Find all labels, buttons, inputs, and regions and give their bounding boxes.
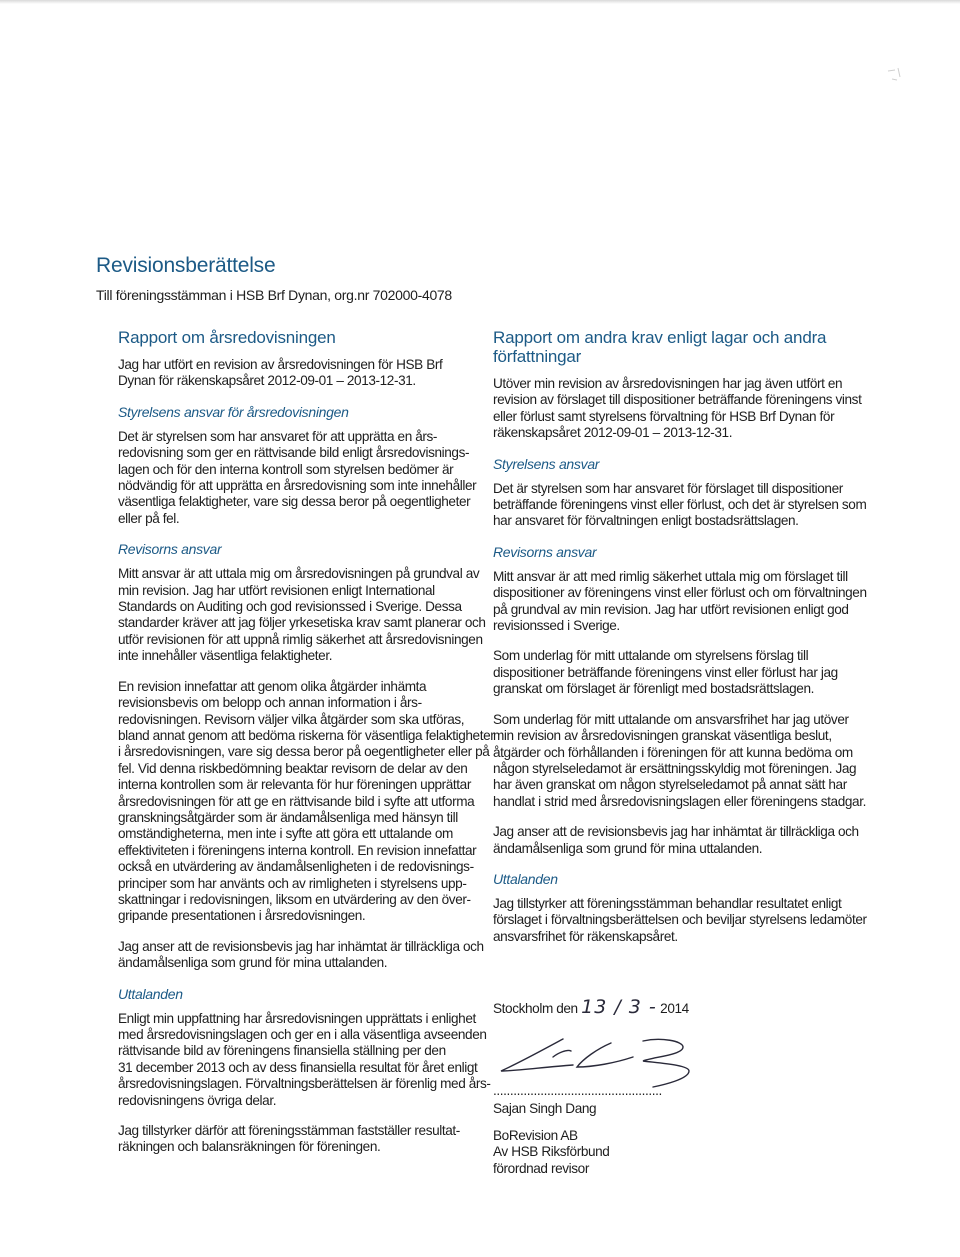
auditor-responsibility-text-2: En revision innefattar att genom olika åtgärder inhämta revisionsbevis om belopp och annan information i års- redovisningen. Revisorn väljer vilka åtgärder som ska utföras, bland annat genom att bedöma riskerna för väsentliga felaktigheter i årsredovisningen, vare sig dessa beror på oegentligheter eller på fel. Vid denna riskbedömning beaktar revisorn de delar av den interna kontrollen som är relevanta för hur föreningen upprättar årsredovisningen för att ge en rättvisande bild i syfte att utforma granskningsåtgärder som är ändamålsenliga med hänsyn till omständigheterna, men inte i syfte att göra ett uttalande om effektiviteten i föreningens interna kontroll. En revision innefattar också en utvärdering av ändamålsenligheten i de redovisnings- principer som har använts och av rimligheten i styrelsens upp- skattningar i redovisningen, liksom en utvärdering av den över- gripande presentationen i årsredovisningen. xyxy=(118,678,495,924)
signature-block xyxy=(493,995,753,1177)
statements-text-1: Enligt min uppfattning har årsredovisningen upprättats i enlighet med årsredovisningslagen och ger en i alla väsentliga avseenden rättvisande bild av föreningens finansiella ställning per den 31 december 2013 och av dess finansiella resultat för året enligt årsredovisningslagen. Förvaltningsberättelsen är förenlig med års- redovisningens övriga delar. xyxy=(118,1010,491,1108)
auditor-responsibility-text-1: Mitt ansvar är att uttala mig om årsredovisningen på grundval av min revision. Jag har utfört revisionen enligt International Standards on Auditing och god revisionssed i Sverige. Dessa standarder kräver att jag följer yrkesetiska krav samt planerar och utför revisionen för att uppnå rimlig säkerhet att årsredovisningen inte innehåller väsentliga felaktigheter. xyxy=(118,566,486,664)
signature-date-line xyxy=(493,995,753,1021)
auditor-name: Sajan Singh Dang xyxy=(493,1101,597,1117)
report-other-intro: Utöver min revision av årsredovisningen har jag även utfört en revision av förslaget till dispositioner beträffande föreningens vinst eller förlust samt styrelsens förvaltning för HSB Brf Dynan för räkenskapsåret 2012-09-01 – 2013-12-31. xyxy=(493,376,862,441)
auditor-responsibility-text-right-2: Som underlag för mitt uttalande om styrelsens förslag till dispositioner beträffande föreningens vinst eller förlust har jag granskat om förslaget är förenligt med bostadsrättslagen. xyxy=(493,648,838,697)
statements-text-right: Jag tillstyrker att föreningsstämman behandlar resultatet enligt förslaget i förvaltningsberättelsen och beviljar styrelsens ledamöter ansvarsfrihet för räkenskapsåret. xyxy=(493,895,867,944)
scan-edge xyxy=(0,0,960,4)
auditor-affiliation: Av HSB Riksförbund xyxy=(493,1144,610,1160)
auditor-company: BoRevision AB xyxy=(493,1127,578,1143)
auditor-responsibility-text-right-3: Som underlag för mitt uttalande om ansvarsfrihet har jag utöver min revision av årsredovisningen granskat väsentliga beslut, åtgärder och förhållanden i föreningen för att kunna bedöma om någon styrelseledamot är ersättningsskyldig mot föreningen. Jag har även granskat om någon styrelseledamot på annat sätt har handlat i strid med årsredovisningslagen eller föreningens stadgar. xyxy=(493,711,866,809)
report-annual-heading: Rapport om årsredovisningen xyxy=(118,328,336,347)
auditor-responsibility-heading-right: Revisorns ansvar xyxy=(493,543,597,560)
report-annual-intro: Jag har utfört en revision av årsredovisningen för HSB Brf Dynan för räkenskapsåret 2012-09-01 – 2013-12-31. xyxy=(118,357,443,389)
board-responsibility-heading: Styrelsens ansvar för årsredovisningen xyxy=(118,403,349,420)
statements-heading: Uttalanden xyxy=(118,985,183,1002)
statements-heading-right: Uttalanden xyxy=(493,870,558,887)
handwritten-date: 13 / 3 - xyxy=(581,996,657,1018)
signature-place: Stockholm den xyxy=(493,1001,578,1016)
statements-text-2: Jag tillstyrker därför att föreningsstämman fastställer resultat- räkningen och balansräkningen för föreningen. xyxy=(118,1123,460,1155)
left-column xyxy=(118,328,498,1170)
scan-speck-icon xyxy=(886,65,906,83)
right-column xyxy=(493,328,873,959)
document-title: Revisionsberättelse xyxy=(96,254,276,277)
auditor-responsibility-text-3: Jag anser att de revisionsbevis jag har inhämtat är tillräckliga och ändamålsenliga som grund för mina uttalanden. xyxy=(118,938,484,971)
auditor-role: förordnad revisor xyxy=(493,1160,589,1176)
document-subtitle: Till föreningsstämman i HSB Brf Dynan, org.nr 702000-4078 xyxy=(96,287,452,303)
signature-year: 2014 xyxy=(660,1001,689,1016)
auditor-responsibility-heading: Revisorns ansvar xyxy=(118,541,222,558)
board-responsibility-text-right: Det är styrelsen som har ansvaret för förslaget till dispositioner beträffande föreningens vinst eller förlust, och det är styrelsen som har ansvaret för förvaltningen enligt bostadsrättslagen. xyxy=(493,480,867,529)
board-responsibility-text: Det är styrelsen som har ansvaret för att upprätta en års- redovisning som ger en rättvisande bild enligt årsredovisnings- lagen och för den interna kontroll som styrelsen bedömer är nödvändig för att upprätta en årsredovisning som inte innehåller väsentliga felaktigheter, vare sig dessa beror på oegentligheter eller på fel. xyxy=(118,428,477,526)
auditor-responsibility-text-right-4: Jag anser att de revisionsbevis jag har inhämtat är tillräckliga och ändamålsenliga som grund för mina uttalanden. xyxy=(493,824,859,856)
report-other-heading: Rapport om andra krav enligt lagar och andra författningar xyxy=(493,328,827,366)
dotted-signature-line: .................................................. xyxy=(493,1083,662,1098)
board-responsibility-heading-right: Styrelsens ansvar xyxy=(493,455,600,472)
handwritten-signature xyxy=(493,1027,713,1089)
auditor-responsibility-text-right-1: Mitt ansvar är att med rimlig säkerhet uttala mig om förslaget till dispositioner av föreningens vinst eller förlust och om förvaltningen på grundval av min revision. Jag har utfört revisionen enligt god revisionssed i Sverige. xyxy=(493,568,867,634)
